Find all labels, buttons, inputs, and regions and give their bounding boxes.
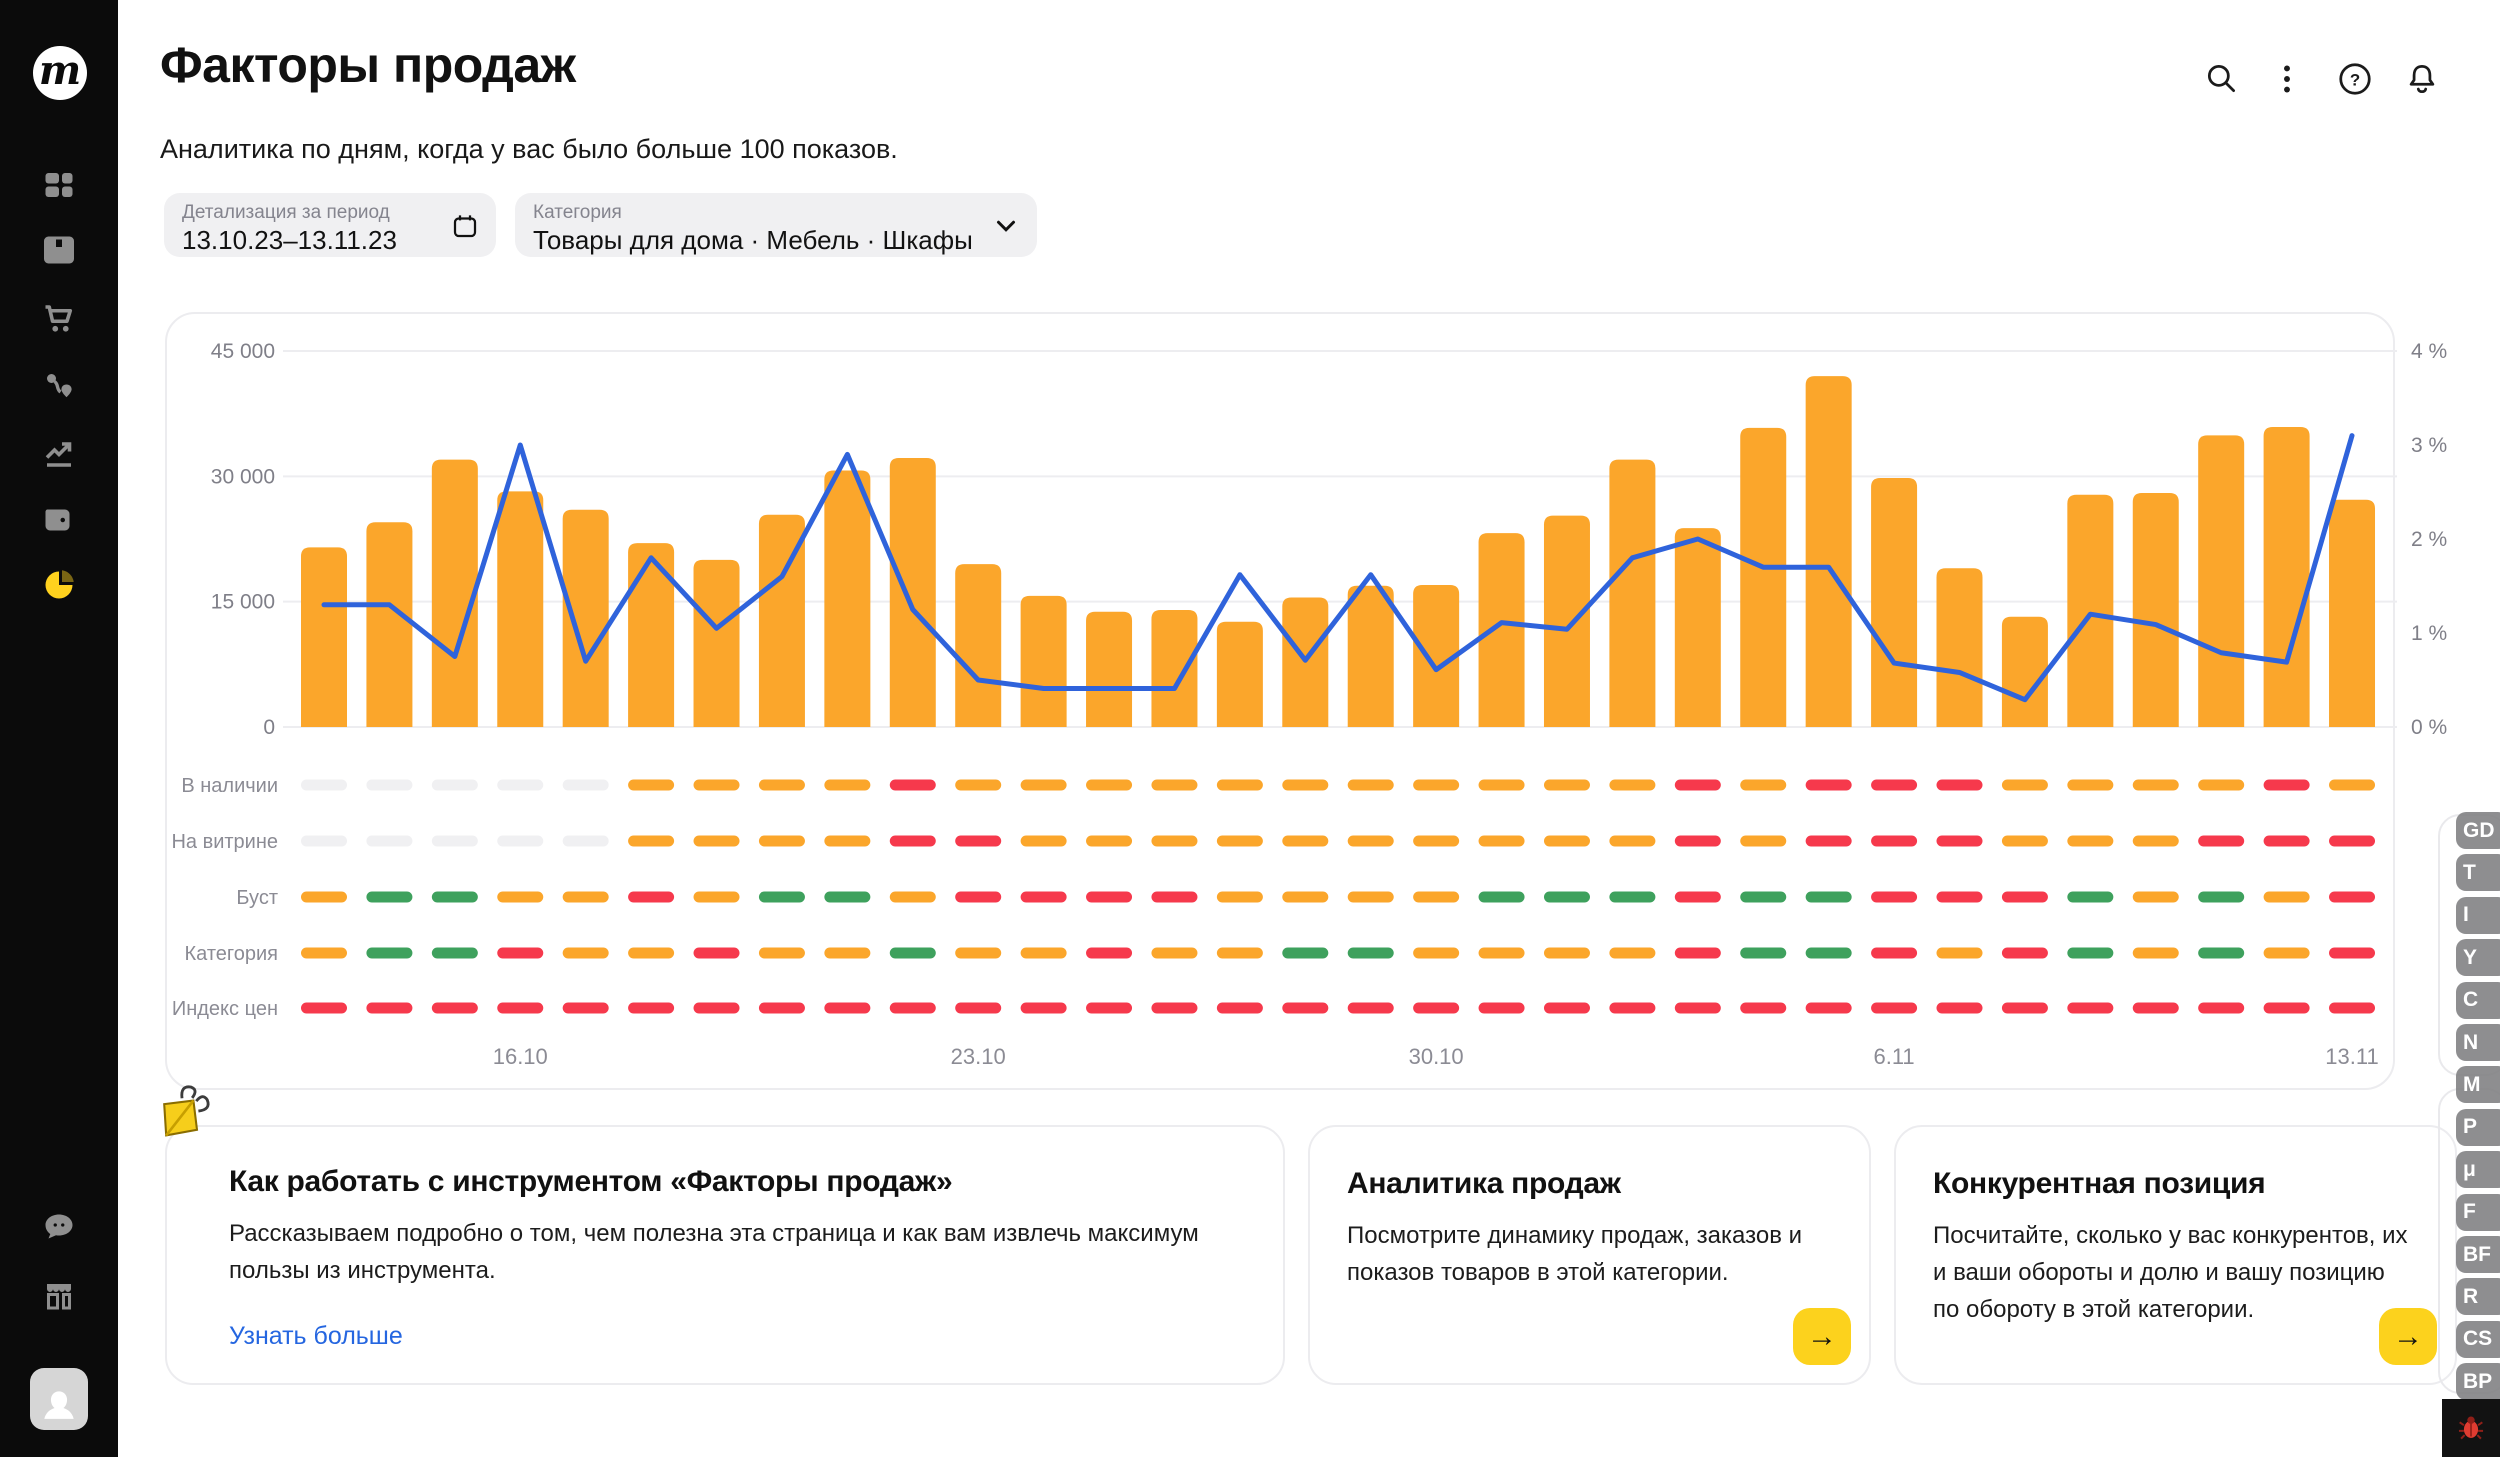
arrow-right-icon: → xyxy=(1807,1319,1837,1353)
dash-Буст-24.10[interactable] xyxy=(1021,892,1067,903)
dash-Категория-7.11[interactable] xyxy=(1937,948,1983,959)
dash-Категория-4.11[interactable] xyxy=(1740,948,1786,959)
dash-Буст-13.11[interactable] xyxy=(2329,892,2375,903)
dash-На витрине-28.10[interactable] xyxy=(1282,836,1328,847)
dash-На витрине-24.10[interactable] xyxy=(1021,836,1067,847)
dash-Буст-2.11[interactable] xyxy=(1609,892,1655,903)
bar-13.11[interactable] xyxy=(2329,500,2375,727)
bar-18.10[interactable] xyxy=(628,543,674,727)
dash-Категория-5.11[interactable] xyxy=(1806,948,1852,959)
dash-Категория-31.10[interactable] xyxy=(1479,948,1525,959)
dash-Индекс цен-7.11[interactable] xyxy=(1937,1003,1983,1014)
dash-В наличии-29.10[interactable] xyxy=(1348,780,1394,791)
dash-Категория-18.10[interactable] xyxy=(628,948,674,959)
dash-Категория-12.11[interactable] xyxy=(2264,948,2310,959)
dash-Категория-11.11[interactable] xyxy=(2198,948,2244,959)
dash-Буст-21.10[interactable] xyxy=(824,892,870,903)
dash-Категория-16.10[interactable] xyxy=(497,948,543,959)
x-axis-label: 6.11 xyxy=(1873,1044,1915,1069)
pie-chart-icon xyxy=(41,567,77,603)
dash-На витрине-8.11[interactable] xyxy=(2002,836,2048,847)
x-axis-label: 30.10 xyxy=(1408,1044,1464,1069)
dash-В наличии-22.10[interactable] xyxy=(890,780,936,791)
dash-В наличии-15.10[interactable] xyxy=(432,780,478,791)
dash-На витрине-25.10[interactable] xyxy=(1086,836,1132,847)
box-icon xyxy=(41,232,77,268)
bar-31.10[interactable] xyxy=(1479,533,1525,727)
bar-14.10[interactable] xyxy=(366,522,412,727)
dash-Категория-20.10[interactable] xyxy=(759,948,805,959)
dash-На витрине-27.10[interactable] xyxy=(1217,836,1263,847)
cart-icon xyxy=(41,301,77,337)
howto-card-body: Рассказываем подробно о том, чем полезна эта страница и как вам извлечь максимум пользы из инструмента. xyxy=(229,1220,1199,1285)
dash-На витрине-22.10[interactable] xyxy=(890,836,936,847)
dash-На витрине-15.10[interactable] xyxy=(432,836,478,847)
bar-29.10[interactable] xyxy=(1348,586,1394,727)
dash-На витрине-5.11[interactable] xyxy=(1806,836,1852,847)
sidebar-item-products[interactable] xyxy=(0,224,118,276)
x-axis-label: 23.10 xyxy=(950,1044,1006,1069)
dash-Буст-9.11[interactable] xyxy=(2067,892,2113,903)
dash-В наличии-1.11[interactable] xyxy=(1544,780,1590,791)
dash-Категория-22.10[interactable] xyxy=(890,948,936,959)
dash-На витрине-13.10[interactable] xyxy=(301,836,347,847)
right-axis-label: 2 % xyxy=(2411,528,2448,551)
x-axis-label: 13.11 xyxy=(2325,1044,2379,1069)
edge-tab-N[interactable]: N xyxy=(2456,1024,2500,1061)
dash-Буст-17.10[interactable] xyxy=(563,892,609,903)
right-axis-label: 1 % xyxy=(2411,622,2448,645)
dash-В наличии-5.11[interactable] xyxy=(1806,780,1852,791)
dash-Индекс цен-28.10[interactable] xyxy=(1282,1003,1328,1014)
edge-tab-C[interactable]: C xyxy=(2456,982,2500,1019)
dash-Категория-15.10[interactable] xyxy=(432,948,478,959)
dash-В наличии-20.10[interactable] xyxy=(759,780,805,791)
dash-Буст-16.10[interactable] xyxy=(497,892,543,903)
bar-21.10[interactable] xyxy=(824,470,870,727)
sidebar-item-finance[interactable] xyxy=(0,494,118,546)
dash-Категория-10.11[interactable] xyxy=(2133,948,2179,959)
binder-clip-icon xyxy=(140,1080,218,1158)
chat-bubble-icon xyxy=(41,1210,77,1246)
dash-В наличии-11.11[interactable] xyxy=(2198,780,2244,791)
dash-На витрине-31.10[interactable] xyxy=(1479,836,1525,847)
sidebar-item-delivery[interactable] xyxy=(0,360,118,412)
dash-Индекс цен-27.10[interactable] xyxy=(1217,1003,1263,1014)
dash-Категория-29.10[interactable] xyxy=(1348,948,1394,959)
left-axis-label: 45 000 xyxy=(210,340,275,363)
x-axis-label: 16.10 xyxy=(492,1044,548,1069)
dash-В наличии-25.10[interactable] xyxy=(1086,780,1132,791)
competitive-position-card xyxy=(1894,1125,2457,1385)
sidebar xyxy=(0,0,118,1457)
dash-На витрине-7.11[interactable] xyxy=(1937,836,1983,847)
edge-tab-R[interactable]: R xyxy=(2456,1278,2500,1315)
dash-В наличии-21.10[interactable] xyxy=(824,780,870,791)
dash-Буст-5.11[interactable] xyxy=(1806,892,1852,903)
bar-2.11[interactable] xyxy=(1609,460,1655,727)
edge-tab-M[interactable]: M xyxy=(2456,1066,2500,1103)
edge-tab-GD[interactable]: GD xyxy=(2456,812,2500,849)
sales-factors-chart xyxy=(165,312,2465,1090)
bar-25.10[interactable] xyxy=(1086,612,1132,727)
status-row-label: Индекс цен xyxy=(171,998,278,1020)
dash-Индекс цен-11.11[interactable] xyxy=(2198,1003,2244,1014)
logo-letter: m xyxy=(38,46,82,94)
dash-Категория-19.10[interactable] xyxy=(694,948,740,959)
dash-Буст-26.10[interactable] xyxy=(1151,892,1197,903)
dash-Буст-15.10[interactable] xyxy=(432,892,478,903)
dash-Индекс цен-16.10[interactable] xyxy=(497,1003,543,1014)
period-filter[interactable] xyxy=(164,193,496,257)
right-axis-label: 0 % xyxy=(2411,716,2448,739)
period-filter-value: 13.10.23–13.11.23 xyxy=(182,225,397,255)
route-pin-icon xyxy=(41,368,77,404)
dash-Буст-22.10[interactable] xyxy=(890,892,936,903)
dash-Индекс цен-24.10[interactable] xyxy=(1021,1003,1067,1014)
bar-4.11[interactable] xyxy=(1740,428,1786,727)
dash-На витрине-14.10[interactable] xyxy=(366,836,412,847)
bar-1.11[interactable] xyxy=(1544,516,1590,727)
dash-Индекс цен-29.10[interactable] xyxy=(1348,1003,1394,1014)
dash-Индекс цен-18.10[interactable] xyxy=(628,1003,674,1014)
dash-Буст-14.10[interactable] xyxy=(366,892,412,903)
category-filter[interactable] xyxy=(515,193,1037,257)
dash-На витрине-16.10[interactable] xyxy=(497,836,543,847)
dash-Категория-23.10[interactable] xyxy=(955,948,1001,959)
more-menu-button[interactable] xyxy=(2266,58,2308,100)
howto-card xyxy=(165,1125,1285,1385)
howto-card-title: Как работать с инструментом «Факторы продаж» xyxy=(229,1165,953,1198)
edge-tab-I[interactable]: I xyxy=(2456,897,2500,934)
dash-В наличии-24.10[interactable] xyxy=(1021,780,1067,791)
dash-Индекс цен-17.10[interactable] xyxy=(563,1003,609,1014)
dash-Буст-8.11[interactable] xyxy=(2002,892,2048,903)
dash-На витрине-12.11[interactable] xyxy=(2264,836,2310,847)
competitive-position-body: Посчитайте, сколько у вас конкурентов, их и ваши обороты и долю и вашу позицию по обороту в этой категории. xyxy=(1933,1222,2408,1324)
edge-tab-P[interactable]: P xyxy=(2456,1109,2500,1146)
svg-text:?: ? xyxy=(2349,70,2361,90)
search-button[interactable] xyxy=(2201,58,2243,100)
dash-В наличии-23.10[interactable] xyxy=(955,780,1001,791)
dash-На витрине-18.10[interactable] xyxy=(628,836,674,847)
dash-В наличии-18.10[interactable] xyxy=(628,780,674,791)
dash-Буст-6.11[interactable] xyxy=(1871,892,1917,903)
bar-10.11[interactable] xyxy=(2133,493,2179,727)
competitive-position-arrow-button[interactable] xyxy=(2379,1308,2437,1365)
dash-Категория-30.10[interactable] xyxy=(1413,948,1459,959)
dash-Индекс цен-23.10[interactable] xyxy=(955,1003,1001,1014)
dash-Буст-3.11[interactable] xyxy=(1675,892,1721,903)
dash-На витрине-4.11[interactable] xyxy=(1740,836,1786,847)
help-icon xyxy=(2336,60,2374,98)
dash-В наличии-13.10[interactable] xyxy=(301,780,347,791)
dash-Буст-13.10[interactable] xyxy=(301,892,347,903)
profile-avatar[interactable] xyxy=(30,1368,88,1430)
dash-Индекс цен-30.10[interactable] xyxy=(1413,1003,1459,1014)
bar-19.10[interactable] xyxy=(694,560,740,727)
sidebar-item-analytics[interactable] xyxy=(0,427,118,479)
person-silhouette-icon xyxy=(37,1382,81,1430)
learn-more-link[interactable]: Узнать больше xyxy=(229,1322,403,1350)
dash-Категория-1.11[interactable] xyxy=(1544,948,1590,959)
dash-Категория-21.10[interactable] xyxy=(824,948,870,959)
dash-Буст-10.11[interactable] xyxy=(2133,892,2179,903)
dash-Категория-6.11[interactable] xyxy=(1871,948,1917,959)
edge-tab-CS[interactable]: CS xyxy=(2456,1321,2500,1358)
dash-Индекс цен-6.11[interactable] xyxy=(1871,1003,1917,1014)
category-filter-value: Товары для дома · Мебель · Шкафы xyxy=(533,225,973,255)
edge-tab-F[interactable]: F xyxy=(2456,1194,2500,1231)
bar-15.10[interactable] xyxy=(432,460,478,727)
bar-23.10[interactable] xyxy=(955,564,1001,727)
dash-Буст-20.10[interactable] xyxy=(759,892,805,903)
edge-tab-BF[interactable]: BF xyxy=(2456,1236,2500,1273)
dash-Индекс цен-20.10[interactable] xyxy=(759,1003,805,1014)
bar-12.11[interactable] xyxy=(2264,427,2310,727)
edge-tab-Y[interactable]: Y xyxy=(2456,939,2500,976)
dash-Индекс цен-4.11[interactable] xyxy=(1740,1003,1786,1014)
dash-В наличии-30.10[interactable] xyxy=(1413,780,1459,791)
dash-На витрине-10.11[interactable] xyxy=(2133,836,2179,847)
dash-Индекс цен-14.10[interactable] xyxy=(366,1003,412,1014)
dash-Категория-8.11[interactable] xyxy=(2002,948,2048,959)
dash-Индекс цен-15.10[interactable] xyxy=(432,1003,478,1014)
left-axis-label: 30 000 xyxy=(210,465,275,489)
dash-На витрине-17.10[interactable] xyxy=(563,836,609,847)
help-button[interactable] xyxy=(2334,58,2376,100)
dash-Буст-29.10[interactable] xyxy=(1348,892,1394,903)
bar-13.10[interactable] xyxy=(301,547,347,727)
market-logo[interactable] xyxy=(33,46,87,100)
dash-Буст-27.10[interactable] xyxy=(1217,892,1263,903)
trending-up-icon xyxy=(41,435,77,471)
bar-7.11[interactable] xyxy=(1937,568,1983,727)
dash-В наличии-14.10[interactable] xyxy=(366,780,412,791)
bar-24.10[interactable] xyxy=(1021,596,1067,727)
dash-На витрине-2.11[interactable] xyxy=(1609,836,1655,847)
left-axis-label: 0 xyxy=(263,716,275,739)
chevron-down-icon xyxy=(991,211,1021,241)
sales-analytics-title: Аналитика продаж xyxy=(1347,1167,1621,1200)
dash-Категория-27.10[interactable] xyxy=(1217,948,1263,959)
dash-Буст-18.10[interactable] xyxy=(628,892,674,903)
page-subtitle: Аналитика по дням, когда у вас было больше 100 показов. xyxy=(160,134,898,164)
dash-Индекс цен-21.10[interactable] xyxy=(824,1003,870,1014)
dash-На витрине-21.10[interactable] xyxy=(824,836,870,847)
dash-Буст-28.10[interactable] xyxy=(1282,892,1328,903)
dash-Категория-13.10[interactable] xyxy=(301,948,347,959)
dash-Индекс цен-3.11[interactable] xyxy=(1675,1003,1721,1014)
status-row-label: На витрине xyxy=(171,831,278,853)
dash-На витрине-20.10[interactable] xyxy=(759,836,805,847)
dash-В наличии-26.10[interactable] xyxy=(1151,780,1197,791)
dash-Буст-1.11[interactable] xyxy=(1544,892,1590,903)
dash-В наличии-6.11[interactable] xyxy=(1871,780,1917,791)
sales-analytics-arrow-button[interactable] xyxy=(1793,1308,1851,1365)
bug-report-tile[interactable] xyxy=(2442,1399,2500,1457)
dash-На витрине-29.10[interactable] xyxy=(1348,836,1394,847)
bar-6.11[interactable] xyxy=(1871,478,1917,727)
dash-Буст-23.10[interactable] xyxy=(955,892,1001,903)
edge-tab-μ[interactable]: μ xyxy=(2456,1151,2500,1188)
dash-В наличии-12.11[interactable] xyxy=(2264,780,2310,791)
calendar-icon xyxy=(450,211,480,241)
dash-В наличии-16.10[interactable] xyxy=(497,780,543,791)
dash-Категория-26.10[interactable] xyxy=(1151,948,1197,959)
dash-В наличии-17.10[interactable] xyxy=(563,780,609,791)
dashboard-icon xyxy=(41,167,77,203)
dash-В наличии-19.10[interactable] xyxy=(694,780,740,791)
arrow-right-icon: → xyxy=(2393,1319,2423,1353)
dash-Индекс цен-31.10[interactable] xyxy=(1479,1003,1525,1014)
dash-Буст-4.11[interactable] xyxy=(1740,892,1786,903)
page-title: Факторы продаж xyxy=(160,37,576,93)
dash-На витрине-23.10[interactable] xyxy=(955,836,1001,847)
status-row-label: Категория xyxy=(184,943,278,965)
dash-Буст-19.10[interactable] xyxy=(694,892,740,903)
edge-tab-BP[interactable]: BP xyxy=(2456,1363,2500,1400)
right-axis-label: 4 % xyxy=(2411,340,2448,363)
dash-На витрине-26.10[interactable] xyxy=(1151,836,1197,847)
dash-Категория-25.10[interactable] xyxy=(1086,948,1132,959)
bar-5.11[interactable] xyxy=(1806,376,1852,727)
dash-Индекс цен-8.11[interactable] xyxy=(2002,1003,2048,1014)
dash-Буст-25.10[interactable] xyxy=(1086,892,1132,903)
dash-Категория-9.11[interactable] xyxy=(2067,948,2113,959)
dash-На витрине-1.11[interactable] xyxy=(1544,836,1590,847)
sidebar-item-sales-factors[interactable] xyxy=(0,559,118,611)
storefront-icon xyxy=(41,1278,77,1314)
dash-В наличии-8.11[interactable] xyxy=(2002,780,2048,791)
dash-Индекс цен-1.11[interactable] xyxy=(1544,1003,1590,1014)
dash-В наличии-9.11[interactable] xyxy=(2067,780,2113,791)
dash-На витрине-30.10[interactable] xyxy=(1413,836,1459,847)
dash-В наличии-27.10[interactable] xyxy=(1217,780,1263,791)
dash-Буст-11.11[interactable] xyxy=(2198,892,2244,903)
sales-analytics-card xyxy=(1308,1125,1871,1385)
right-axis-label: 3 % xyxy=(2411,434,2448,457)
dash-Индекс цен-26.10[interactable] xyxy=(1151,1003,1197,1014)
dash-Индекс цен-12.11[interactable] xyxy=(2264,1003,2310,1014)
dash-В наличии-13.11[interactable] xyxy=(2329,780,2375,791)
dash-В наличии-2.11[interactable] xyxy=(1609,780,1655,791)
dash-В наличии-28.10[interactable] xyxy=(1282,780,1328,791)
competitive-position-title: Конкурентная позиция xyxy=(1933,1167,2266,1200)
bar-16.10[interactable] xyxy=(497,491,543,727)
status-row-label: В наличии xyxy=(181,775,278,797)
dash-Категория-13.11[interactable] xyxy=(2329,948,2375,959)
dash-Индекс цен-13.11[interactable] xyxy=(2329,1003,2375,1014)
dash-На витрине-11.11[interactable] xyxy=(2198,836,2244,847)
bar-27.10[interactable] xyxy=(1217,622,1263,727)
dash-В наличии-31.10[interactable] xyxy=(1479,780,1525,791)
bar-17.10[interactable] xyxy=(563,510,609,727)
bar-9.11[interactable] xyxy=(2067,495,2113,727)
sidebar-item-shop[interactable] xyxy=(0,1270,118,1322)
bar-3.11[interactable] xyxy=(1675,528,1721,727)
dash-В наличии-3.11[interactable] xyxy=(1675,780,1721,791)
category-filter-label: Категория xyxy=(533,202,622,223)
dash-Категория-3.11[interactable] xyxy=(1675,948,1721,959)
sidebar-item-chat[interactable] xyxy=(0,1202,118,1254)
dash-В наличии-4.11[interactable] xyxy=(1740,780,1786,791)
dash-Категория-2.11[interactable] xyxy=(1609,948,1655,959)
sidebar-item-orders[interactable] xyxy=(0,293,118,345)
sales-analytics-body: Посмотрите динамику продаж, заказов и показов товаров в этой категории. xyxy=(1347,1222,1803,1287)
dash-Категория-17.10[interactable] xyxy=(563,948,609,959)
dash-Индекс цен-9.11[interactable] xyxy=(2067,1003,2113,1014)
bug-icon xyxy=(2454,1411,2488,1445)
dash-Индекс цен-25.10[interactable] xyxy=(1086,1003,1132,1014)
bar-11.11[interactable] xyxy=(2198,435,2244,727)
dash-Индекс цен-2.11[interactable] xyxy=(1609,1003,1655,1014)
notifications-button[interactable] xyxy=(2401,58,2443,100)
left-axis-label: 15 000 xyxy=(210,590,275,614)
notifications-bell-icon xyxy=(2403,60,2441,98)
period-filter-label: Детализация за период xyxy=(182,202,390,223)
dash-На витрине-13.11[interactable] xyxy=(2329,836,2375,847)
dash-Индекс цен-5.11[interactable] xyxy=(1806,1003,1852,1014)
dash-Буст-31.10[interactable] xyxy=(1479,892,1525,903)
dash-На витрине-3.11[interactable] xyxy=(1675,836,1721,847)
kebab-menu-icon xyxy=(2268,60,2306,98)
search-icon xyxy=(2203,60,2241,98)
status-row-label: Буст xyxy=(236,887,278,909)
dash-На витрине-19.10[interactable] xyxy=(694,836,740,847)
bar-26.10[interactable] xyxy=(1151,610,1197,727)
dash-Буст-12.11[interactable] xyxy=(2264,892,2310,903)
dash-Буст-30.10[interactable] xyxy=(1413,892,1459,903)
dash-Категория-28.10[interactable] xyxy=(1282,948,1328,959)
dash-Буст-7.11[interactable] xyxy=(1937,892,1983,903)
edge-tab-T[interactable]: T xyxy=(2456,854,2500,891)
sidebar-item-dashboard[interactable] xyxy=(0,159,118,211)
dash-Индекс цен-19.10[interactable] xyxy=(694,1003,740,1014)
wallet-icon xyxy=(41,502,77,538)
bar-8.11[interactable] xyxy=(2002,617,2048,727)
dash-Индекс цен-13.10[interactable] xyxy=(301,1003,347,1014)
dash-В наличии-10.11[interactable] xyxy=(2133,780,2179,791)
dash-Индекс цен-22.10[interactable] xyxy=(890,1003,936,1014)
dash-На витрине-9.11[interactable] xyxy=(2067,836,2113,847)
bar-22.10[interactable] xyxy=(890,458,936,727)
dash-В наличии-7.11[interactable] xyxy=(1937,780,1983,791)
dash-Индекс цен-10.11[interactable] xyxy=(2133,1003,2179,1014)
dash-На витрине-6.11[interactable] xyxy=(1871,836,1917,847)
dash-Категория-14.10[interactable] xyxy=(366,948,412,959)
dash-Категория-24.10[interactable] xyxy=(1021,948,1067,959)
